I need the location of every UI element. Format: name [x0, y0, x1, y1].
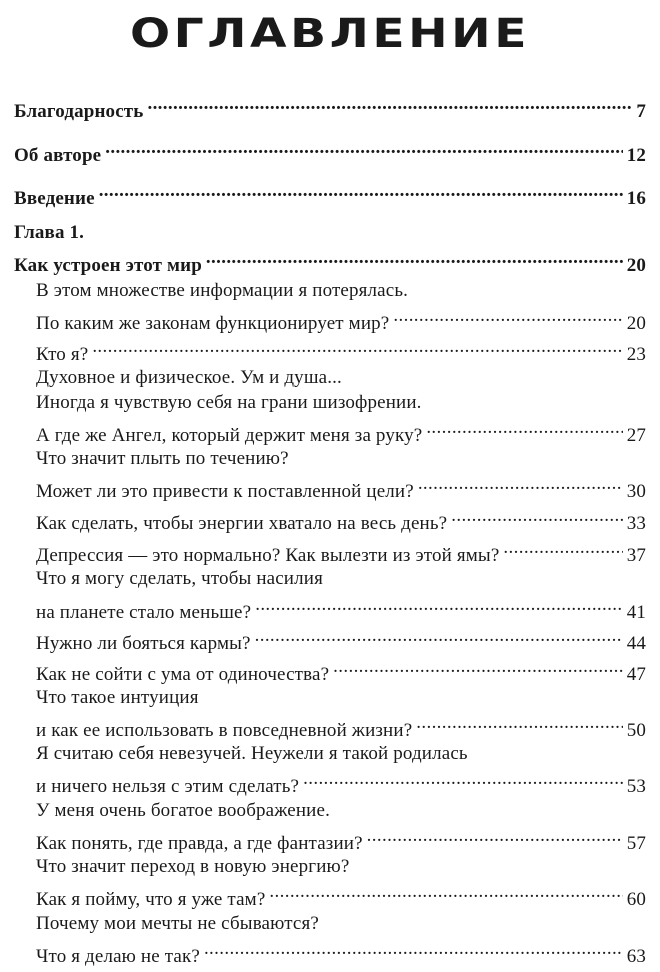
toc-entry-line [36, 911, 646, 937]
toc-entry-page: 7 [636, 101, 646, 122]
toc-entry[interactable] [14, 135, 646, 166]
toc-entry-page: 44 [626, 633, 646, 654]
toc-entry-page: 47 [626, 664, 646, 685]
toc-entry-page: 27 [626, 425, 646, 446]
toc-entry[interactable] [36, 710, 646, 741]
toc-entry[interactable] [14, 91, 646, 122]
toc-entry-page: 37 [626, 545, 646, 566]
dot-leader [99, 178, 623, 204]
toc-entry-title: Депрессия — это нормально? Как вылезти из этой ямы? [36, 545, 500, 566]
toc-entry-page: 20 [626, 313, 646, 334]
dot-leader [204, 936, 623, 962]
toc-entry[interactable] [36, 823, 646, 854]
dot-leader [426, 415, 622, 441]
toc-entry[interactable] [36, 766, 646, 797]
toc-entry[interactable] [36, 879, 646, 910]
toc-entry-title: Благодарность [14, 101, 144, 122]
chapter-label [14, 220, 646, 246]
dot-leader [255, 623, 623, 649]
toc-entry-title: Как сделать, чтобы энергии хватало на весь день? [36, 513, 448, 534]
toc-entry-title: Что я делаю не так? [36, 946, 200, 967]
toc-entry-title: Что такое интуиция [36, 687, 199, 708]
toc-entry-title: А где же Ангел, который держит меня за руку? [36, 425, 423, 446]
dot-leader [503, 535, 622, 561]
dot-leader [269, 879, 622, 905]
toc-entry-title: Как понять, где правда, а где фантазии? [36, 833, 363, 854]
toc-entry-page: 33 [626, 513, 646, 534]
dot-leader [105, 135, 622, 161]
dot-leader [92, 334, 622, 360]
toc-entry-page: 57 [626, 833, 646, 854]
toc-entry[interactable] [14, 178, 646, 209]
toc-entry-title: Об авторе [14, 145, 102, 166]
dot-leader [416, 710, 622, 736]
toc-entry-title: Что я могу сделать, чтобы насилия [36, 568, 323, 589]
toc-entry-title: У меня очень богатое воображение. [36, 800, 330, 821]
toc-entry-line [36, 741, 646, 767]
toc-entry-title: Введение [14, 188, 95, 209]
toc-entry-title: Нужно ли бояться кармы? [36, 633, 251, 654]
toc-entry-title: Кто я? [36, 344, 89, 365]
toc-entry-title: Я считаю себя невезучей. Неужели я такой родилась [36, 743, 468, 764]
toc-entry-title: на планете стало меньше? [36, 602, 252, 623]
toc-entry-title: Может ли это привести к поставленной цели? [36, 481, 414, 502]
toc-entry[interactable] [14, 245, 646, 276]
toc-entry[interactable] [36, 503, 646, 534]
toc-entry[interactable] [36, 303, 646, 334]
dot-leader [303, 766, 623, 792]
toc-entry[interactable] [36, 654, 646, 685]
dot-leader [418, 471, 623, 497]
toc-entry-page: 50 [626, 720, 646, 741]
toc-entry-line [36, 365, 646, 391]
page-title: ОГЛАВЛЕНИЕ [129, 11, 530, 57]
toc-entry-title: Что значит переход в новую энергию? [36, 856, 350, 877]
toc-entry-title: и как ее использовать в повседневной жизни? [36, 720, 413, 741]
dot-leader [367, 823, 623, 849]
toc-entry-title: Как я пойму, что я уже там? [36, 889, 266, 910]
toc-entry-line [36, 278, 646, 304]
toc-entry-title: Иногда я чувствую себя на грани шизофрении. [36, 392, 422, 413]
toc-entry-line [36, 446, 646, 472]
toc-entry-page: 60 [626, 889, 646, 910]
toc-entry-title: Глава 1. [14, 222, 85, 243]
toc-entry[interactable] [36, 415, 646, 446]
toc-entry[interactable] [36, 592, 646, 623]
toc-entry[interactable] [36, 334, 646, 365]
toc-entry-page: 16 [626, 188, 646, 209]
dot-leader [451, 503, 622, 529]
toc-entry-line [36, 854, 646, 880]
toc-entry-page: 41 [626, 602, 646, 623]
toc-entry[interactable] [36, 936, 646, 967]
toc-entry-page: 63 [626, 946, 646, 967]
toc-entry-line [36, 685, 646, 711]
dot-leader [333, 654, 623, 680]
toc-entry-line [36, 566, 646, 592]
dot-leader [206, 245, 623, 271]
toc-entry-title: Как не сойти с ума от одиночества? [36, 664, 330, 685]
dot-leader [393, 303, 622, 329]
toc-entry-title: Что значит плыть по течению? [36, 448, 289, 469]
dot-leader [255, 592, 622, 618]
toc-entry-page: 12 [626, 145, 646, 166]
toc-entry-title: В этом множестве информации я потерялась. [36, 280, 409, 301]
toc-entry-title: Духовное и физическое. Ум и душа... [36, 367, 342, 388]
toc-entry-title: По каким же законам функционирует мир? [36, 313, 390, 334]
toc-entry-page: 53 [626, 776, 646, 797]
toc-entry-title: Почему мои мечты не сбываются? [36, 913, 319, 934]
toc-entry-title: и ничего нельзя с этим сделать? [36, 776, 300, 797]
toc-entry[interactable] [36, 535, 646, 566]
toc-entry-title: Как устроен этот мир [14, 255, 202, 276]
toc-entry-line [36, 390, 646, 416]
toc-entry[interactable] [36, 471, 646, 502]
toc-entry-line [36, 798, 646, 824]
toc-entry[interactable] [36, 623, 646, 654]
toc-entry-page: 23 [626, 344, 646, 365]
toc-entry-page: 30 [626, 481, 646, 502]
dot-leader [147, 91, 632, 117]
toc-entry-page: 20 [626, 255, 646, 276]
